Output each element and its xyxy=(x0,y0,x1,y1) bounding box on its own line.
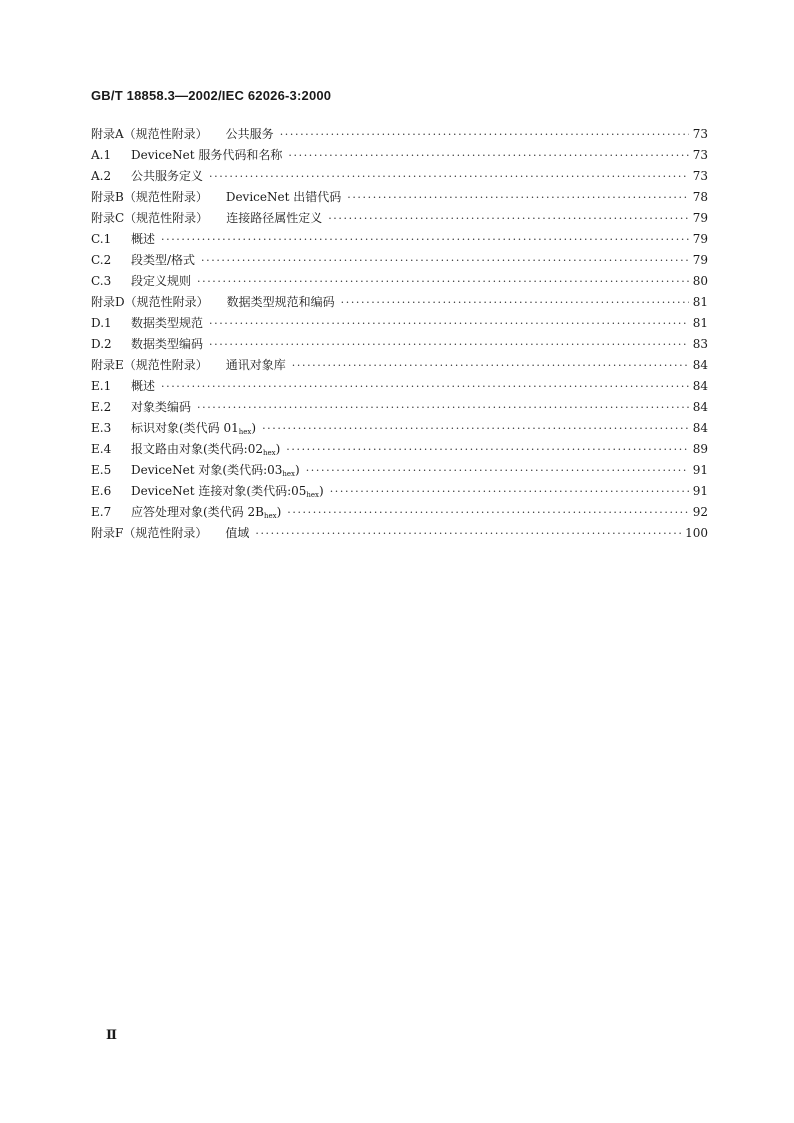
leader-dots xyxy=(286,439,688,460)
toc-num: A.2 xyxy=(91,169,112,183)
leader-dots xyxy=(280,124,689,145)
toc-page: 84 xyxy=(692,400,708,414)
toc-row[interactable] xyxy=(91,355,708,376)
toc-page: 84 xyxy=(692,358,708,372)
toc-title: 应答处理对象(类代码 $2B_{hex}$) xyxy=(131,505,282,520)
toc-title: 公共服务定义 xyxy=(131,169,204,183)
leader-dots xyxy=(292,355,689,376)
toc-title: 段类型/格式 xyxy=(131,253,196,267)
toc-num: E.3 xyxy=(91,421,112,435)
leader-dots xyxy=(209,166,689,187)
toc-row[interactable] xyxy=(91,292,708,313)
toc-page: 89 xyxy=(692,442,708,456)
toc-page: 84 xyxy=(692,379,708,393)
toc-page: 73 xyxy=(692,169,708,183)
table-of-contents xyxy=(91,124,708,544)
toc-num: E.5 xyxy=(91,463,112,477)
toc-num: E.4 xyxy=(91,442,112,456)
toc-page: 79 xyxy=(692,253,708,267)
toc-row[interactable] xyxy=(91,334,708,355)
toc-row[interactable] xyxy=(91,523,708,544)
toc-row[interactable] xyxy=(91,208,708,229)
toc-row[interactable] xyxy=(91,376,708,397)
toc-title: 段定义规则 xyxy=(131,274,192,288)
toc-title: DeviceNet 连接对象(类代码$:05_{hex}$) xyxy=(131,484,324,499)
toc-row[interactable] xyxy=(91,166,708,187)
toc-page: 84 xyxy=(692,421,708,435)
toc-page: 79 xyxy=(692,211,708,225)
toc-title: 概述 xyxy=(131,379,156,393)
standard-header: GB/T 18858.3—2002/IEC 62026-3:2000 xyxy=(91,88,332,103)
toc-row[interactable] xyxy=(91,124,708,145)
toc-page: 79 xyxy=(692,232,708,246)
toc-num: E.1 xyxy=(91,379,112,393)
toc-row[interactable] xyxy=(91,313,708,334)
toc-title: 附录F（规范性附录） 值域 xyxy=(91,526,250,540)
toc-num: E.6 xyxy=(91,484,112,498)
toc-row[interactable] xyxy=(91,481,708,502)
toc-row[interactable] xyxy=(91,397,708,418)
leader-dots xyxy=(288,145,688,166)
toc-page: 91 xyxy=(692,463,708,477)
toc-page: 91 xyxy=(692,484,708,498)
leader-dots xyxy=(209,313,689,334)
toc-num: D.1 xyxy=(91,316,112,330)
toc-title: 概述 xyxy=(131,232,156,246)
leader-dots xyxy=(197,397,689,418)
toc-title: 附录C（规范性附录） 连接路径属性定义 xyxy=(91,211,323,225)
toc-num: C.2 xyxy=(91,253,112,267)
toc-num: E.7 xyxy=(91,505,112,519)
toc-page: 80 xyxy=(692,274,708,288)
toc-page: 73 xyxy=(692,127,708,141)
toc-title: 标识对象(类代码 $01_{hex}$) xyxy=(131,421,257,436)
toc-row[interactable] xyxy=(91,187,708,208)
toc-row[interactable] xyxy=(91,145,708,166)
toc-num: C.1 xyxy=(91,232,112,246)
toc-title: DeviceNet 服务代码和名称 xyxy=(131,148,283,162)
leader-dots xyxy=(328,208,689,229)
toc-row[interactable] xyxy=(91,271,708,292)
toc-num: D.2 xyxy=(91,337,112,351)
toc-num: C.3 xyxy=(91,274,112,288)
toc-title: DeviceNet 对象(类代码$:03_{hex}$) xyxy=(131,463,300,478)
toc-page: 81 xyxy=(692,295,708,309)
toc-row[interactable] xyxy=(91,229,708,250)
leader-dots xyxy=(306,460,689,481)
toc-title: 数据类型编码 xyxy=(131,337,204,351)
toc-title: 附录A（规范性附录） 公共服务 xyxy=(91,127,274,141)
page-number: Ⅱ xyxy=(106,1028,117,1043)
toc-page: 92 xyxy=(692,505,708,519)
leader-dots xyxy=(197,271,689,292)
leader-dots xyxy=(201,250,689,271)
toc-title: 对象类编码 xyxy=(131,400,192,414)
toc-row[interactable] xyxy=(91,250,708,271)
toc-title: 附录E（规范性附录） 通讯对象库 xyxy=(91,358,286,372)
toc-num: A.1 xyxy=(91,148,112,162)
leader-dots xyxy=(330,481,689,502)
leader-dots xyxy=(255,523,681,544)
toc-row[interactable] xyxy=(91,502,708,523)
toc-title: 报文路由对象(类代码$:02_{hex}$) xyxy=(131,442,281,457)
leader-dots xyxy=(287,502,688,523)
toc-title: 附录D（规范性附录） 数据类型规范和编码 xyxy=(91,295,335,309)
toc-page: 83 xyxy=(692,337,708,351)
leader-dots xyxy=(347,187,688,208)
leader-dots xyxy=(341,292,689,313)
toc-page: 78 xyxy=(692,190,708,204)
leader-dots xyxy=(209,334,689,355)
toc-page: 81 xyxy=(692,316,708,330)
leader-dots xyxy=(262,418,689,439)
toc-title: 数据类型规范 xyxy=(131,316,204,330)
toc-row[interactable] xyxy=(91,439,708,460)
toc-page: 73 xyxy=(692,148,708,162)
toc-row[interactable] xyxy=(91,460,708,481)
leader-dots xyxy=(161,229,689,250)
leader-dots xyxy=(161,376,689,397)
toc-title: 附录B（规范性附录） DeviceNet 出错代码 xyxy=(91,190,342,204)
toc-row[interactable] xyxy=(91,418,708,439)
toc-num: E.2 xyxy=(91,400,112,414)
toc-page: 100 xyxy=(685,526,708,540)
